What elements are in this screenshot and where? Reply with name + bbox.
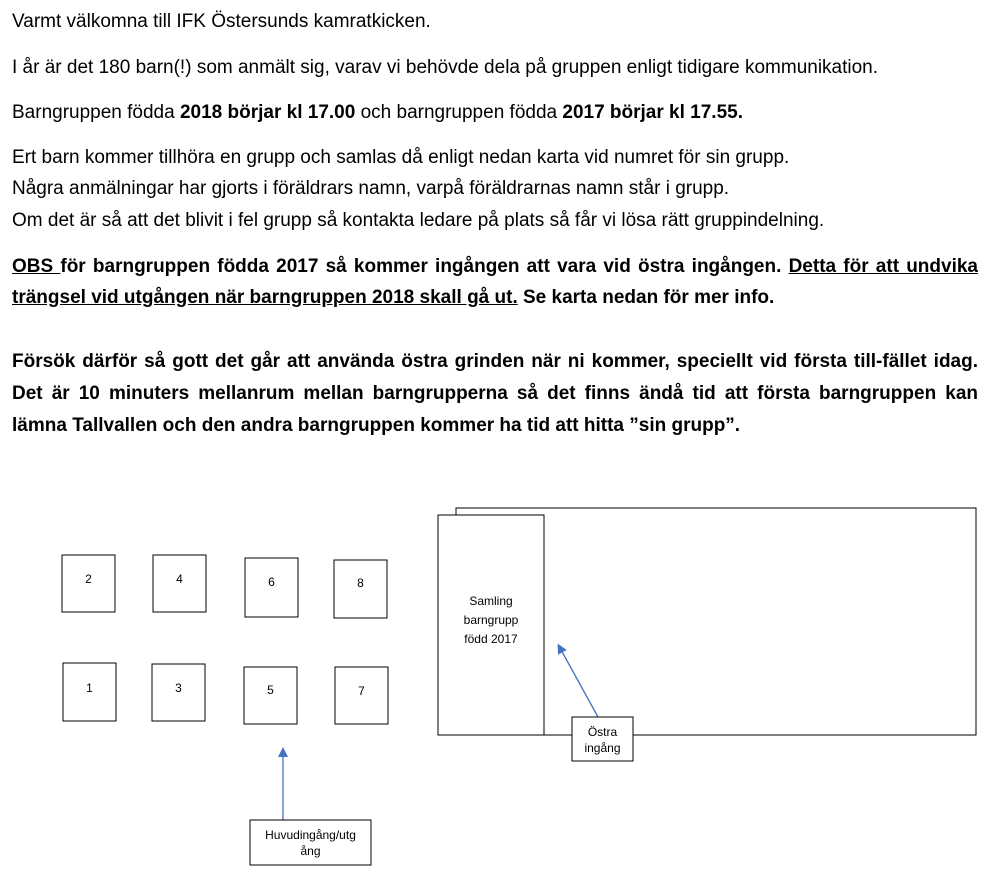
group-line-2: Några anmälningar har gjorts i föräldrars namn, varpå föräldrarnas namn står i grupp. <box>12 178 730 199</box>
group-label-3: 3 <box>175 681 182 695</box>
group-label-1: 1 <box>86 681 93 695</box>
group-label-4: 4 <box>176 572 183 586</box>
try-paragraph: Försök därför så gott det går att använda östra grinden när ni kommer, speciellt vid första till-fället idag. Det är 10 minuters mellanrum mellan barngrupperna så det finns ändå tid att första barngruppen kan lämna Tallvallen och den andra barngruppen kommer ha tid att hitta ”sin grupp”. <box>12 351 978 436</box>
ostra-ingang-label: Östra ingång <box>584 725 621 755</box>
times-text: Barngruppen födda 2018 börjar kl 17.00 och barngruppen födda 2017 börjar kl 17.55. <box>12 102 743 123</box>
group-line-3: Om det är så att det blivit i fel grupp så kontakta ledare på plats så får vi lösa rätt gruppindelning. <box>12 210 825 231</box>
group-label-2: 2 <box>85 572 92 586</box>
samling-label: Samling barngrupp född 2017 <box>463 594 519 646</box>
group-line-1: Ert barn kommer tillhöra en grupp och samlas då enligt nedan karta vid numret för sin grupp. <box>12 147 790 168</box>
group-label-8: 8 <box>357 576 364 590</box>
count-text: I år är det 180 barn(!) som anmält sig, varav vi behövde dela på gruppen enligt tidigare kommunikation. <box>12 57 879 78</box>
group-label-6: 6 <box>268 575 275 589</box>
group-label-5: 5 <box>267 683 274 697</box>
obs-paragraph: OBS för barngruppen födda 2017 så kommer ingången att vara vid östra ingången. Detta för att undvika trängsel vid utgången när barngruppen 2018 skall gå ut. Se karta nedan för mer info. <box>12 256 979 308</box>
main-entrance-label: Huvudingång/utg ång <box>265 828 356 858</box>
welcome-text: Varmt välkomna till IFK Östersunds kamratkicken. <box>12 11 431 32</box>
group-label-7: 7 <box>358 684 365 698</box>
